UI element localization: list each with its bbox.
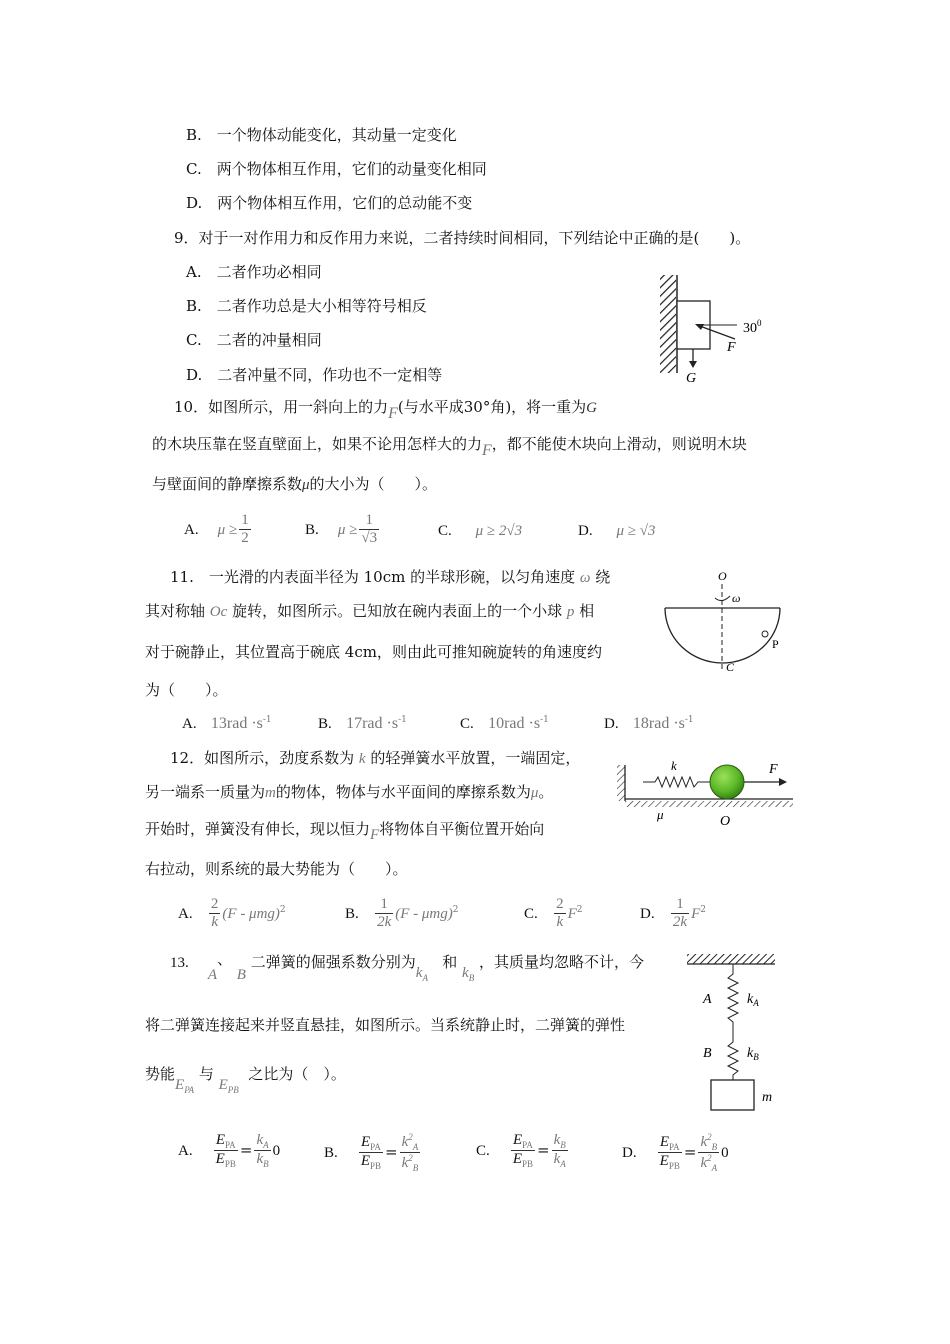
q12-option-c: C. $\frac{2}{k}$ $F^2$ [524,896,583,931]
q9-option-b: B. 二者作功总是大小相等符号相反 [186,297,427,315]
q13-option-b: B. $\frac{E_{PA}}{E_{PB}}$ = $\frac{k^2_A}{k^2_B}$ [324,1132,419,1174]
q11-line2: 其对称轴 Oc 旋转，如图所示。已知放在碗内表面上的一个小球 p 相 [145,602,595,620]
q11-line3: 对于碗静止，其位置高于碗底 4cm，则由此可推知碗旋转的角速度约 [145,643,602,661]
pull-arrowhead [779,778,787,786]
q13-line2: 将二弹簧连接起来并竖直悬挂，如图所示。当系统静止时，二弹簧的弹性 [145,1016,626,1034]
q10-option-b: B. μ ≥ $\frac{1}{√3}$ [305,512,378,547]
q8-option-c: C. 两个物体相互作用，它们的动量变化相同 [186,160,487,178]
q13-option-a: A. $\frac{E_{PA}}{E_{PB}}$ = $\frac{k_A}{k_B}$ 0 [178,1132,281,1170]
spring-b [728,1034,738,1080]
q10-option-d: D. μ ≥ √3 [578,523,656,539]
q12-line2: 另一端系一质量为m的物体，物体与水平面间的摩擦系数为μ。 [145,783,554,801]
q11-option-b: B. $17rad \cdot s^{-1}$ [318,715,407,732]
kb-label: $k_B$ [747,1046,759,1062]
spring-a [728,964,738,1034]
gravity-arrowhead [689,361,697,368]
figure-hemispherical-bowl [660,568,790,678]
q13-line1: 13. A、 B 二弹簧的倔强系数分别为$k_A$ 和 $k_B$ ，其质量均忽略不计，今 [170,950,645,983]
q8-option-b: B. 一个物体动能变化，其动量一定变化 [186,126,457,144]
mass-block [711,1080,754,1110]
force-label: F [769,762,778,777]
q12-line4: 右拉动，则系统的最大势能为（ ）。 [145,860,408,878]
q12-option-a: A. $\frac{2}{k}$ (F - μmg)$^2$ [178,896,286,931]
figure-vertical-springs [685,950,785,1115]
spring-a-label: A [703,992,712,1007]
angle-label: $30^0$ [743,318,762,336]
axis-bottom-label: C [726,660,735,674]
fixed-wall [617,765,625,801]
q9-option-a: A. 二者作功必相同 [186,263,322,281]
q12-option-d: D. $\frac{1}{2k}$ $F^2$ [640,896,706,931]
q11-line4: 为（ ）。 [145,681,228,699]
figure-wall-block [655,275,785,385]
q10-line1: 10．如图所示，用一斜向上的力F(与水平成30°角)，将一重为G [174,398,598,422]
q11-option-c: C. $10rad \cdot s^{-1}$ [460,715,549,732]
q11-line1: 11. 一光滑的内表面半径为 10cm 的半球形碗，以匀角速度 ω 绕 [170,568,611,586]
q10-line3: 与壁面间的静摩擦系数μ的大小为（ ）。 [152,475,438,493]
origin-label: O [720,814,731,829]
ceiling-hatch [687,954,775,964]
friction-label: μ [657,807,664,822]
floor-hatch [625,801,793,807]
spring-b-label: B [703,1046,712,1061]
ball-label: P [772,637,779,651]
mass-label: m [762,1090,773,1105]
spring-constant-label: k [671,758,677,773]
figure-horizontal-spring [615,755,795,830]
q13-option-d: D. $\frac{E_{PA}}{E_{PB}}$ = $\frac{k^2_B}{k^2_A}$ 0 [622,1132,729,1174]
green-ball [710,765,744,799]
q12-line3: 开始时，弹簧没有伸长，现以恒力F将物体自平衡位置开始向 [145,820,545,843]
omega-label: ω [732,591,741,605]
gravity-label: G [686,371,697,386]
spring [643,777,710,787]
q11-option-a: A. $13rad \cdot s^{-1}$ [182,715,272,732]
q13-option-c: C. $\frac{E_{PA}}{E_{PB}}$ = $\frac{k_B}{k_A}$ [476,1132,566,1170]
q10-option-a: A. μ ≥ $\frac{1}{2}$ [184,512,249,547]
force-label: F [727,340,736,355]
q10-option-c: C. μ ≥ 2√3 [438,523,523,539]
q11-option-d: D. $18rad \cdot s^{-1}$ [604,715,694,732]
q12-line1: 12．如图所示，劲度系数为 k 的轻弹簧水平放置，一端固定， [170,749,581,767]
hatched-wall [660,275,676,373]
q10-line2: 的木块压靠在竖直壁面上，如果不论用怎样大的力F，都不能使木块向上滑动，则说明木块 [152,435,747,459]
q9-option-c: C. 二者的冲量相同 [186,331,322,349]
q12-option-b: B. $\frac{1}{2k}$ (F - μmg)$^2$ [345,896,459,931]
q13-line3: 势能$E_{PA}$ 与 $E_{PB}$ 之比为（ ）。 [145,1065,346,1095]
ka-label: $k_A$ [747,992,759,1008]
small-ball [762,631,768,637]
q9-stem: 9．对于一对作用力和反作用力来说，二者持续时间相同，下列结论中正确的是( )。 [174,229,751,247]
q9-option-d: D. 二者冲量不同，作功也不一定相等 [186,366,443,384]
q8-option-d: D. 两个物体相互作用，它们的总动能不变 [186,194,473,212]
axis-top-label: O [718,569,727,583]
